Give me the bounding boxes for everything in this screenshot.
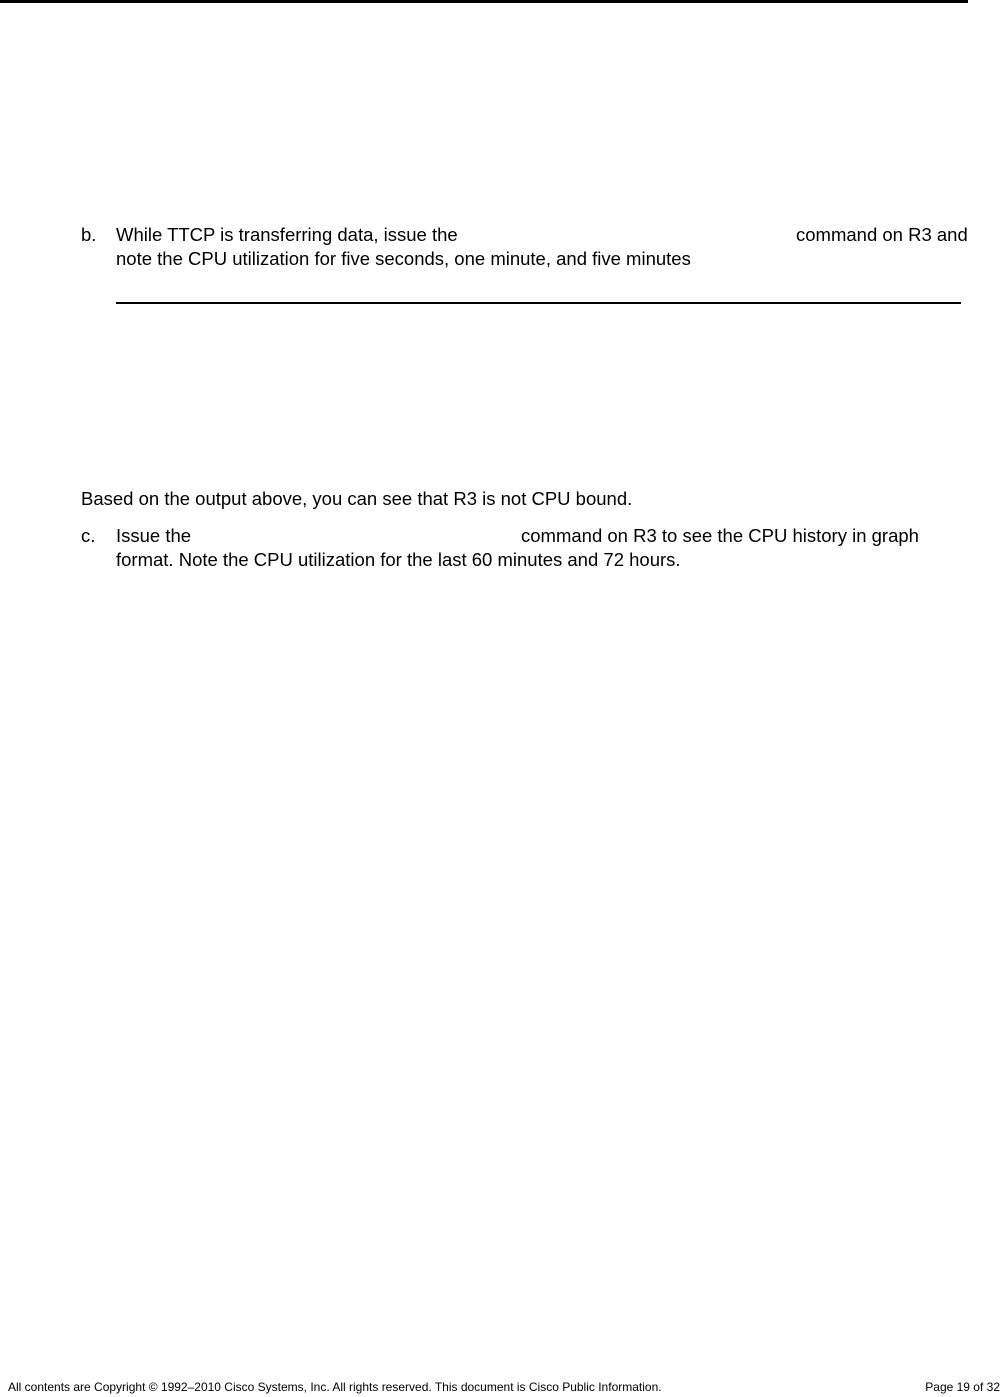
step-b-line1-pre: While TTCP is transferring data, issue the — [116, 224, 458, 245]
step-c-line1-pre: Issue the — [116, 525, 192, 546]
step-c-line2: format. Note the CPU utilization for the last 60 minutes and 72 hours. — [116, 549, 681, 570]
step-c-line1-post: command on R3 to see the CPU history in graph — [521, 525, 919, 546]
footer-page-number: Page 19 of 32 — [925, 1380, 1000, 1394]
footer-copyright: All contents are Copyright © 1992–2010 Cisco Systems, Inc. All rights reserved. This document is Cisco Public Information. — [8, 1380, 662, 1394]
step-b-line1-post: command on R3 and — [796, 224, 968, 245]
header-rule — [0, 0, 968, 3]
conclusion-text: Based on the output above, you can see that R3 is not CPU bound. — [81, 488, 633, 509]
step-c-marker: c. — [81, 525, 96, 546]
answer-line — [116, 302, 961, 304]
step-b-line2: note the CPU utilization for five seconds, one minute, and five minutes — [116, 248, 691, 269]
step-b-marker: b. — [81, 224, 97, 245]
